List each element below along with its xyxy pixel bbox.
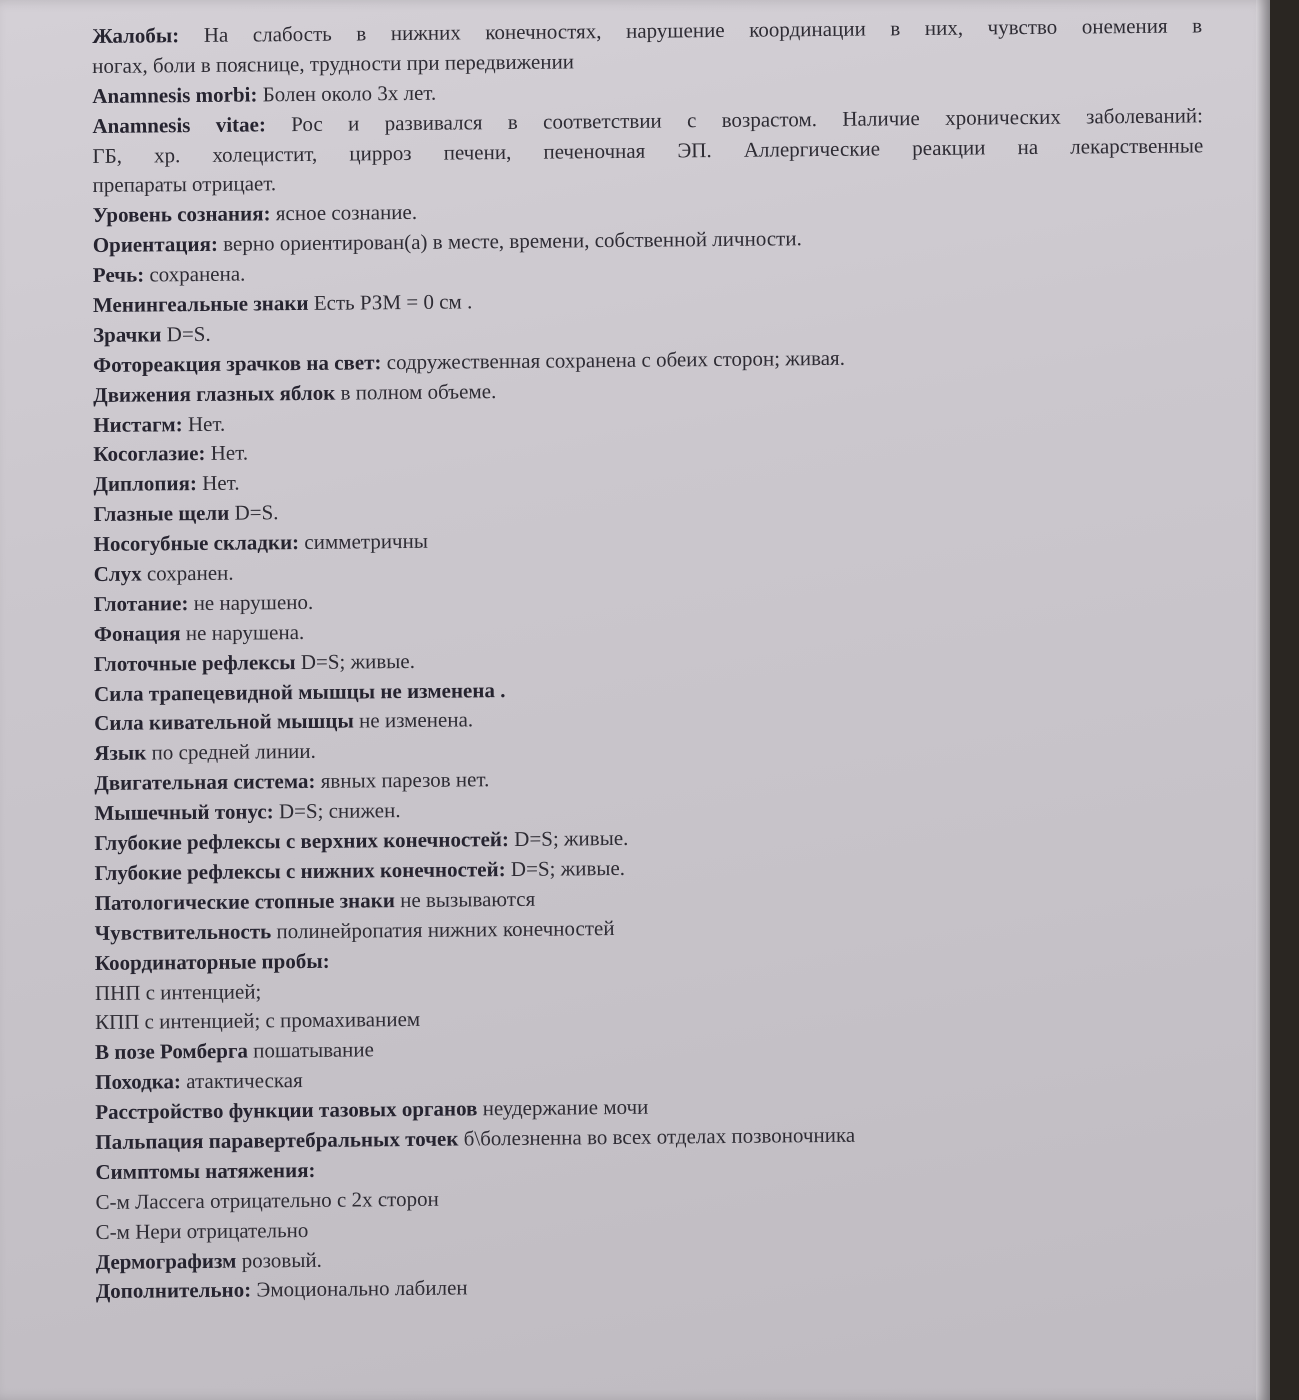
field-value: D=S; живые.	[505, 855, 626, 882]
field-label: Глазные щели	[93, 500, 230, 527]
field-label: Глоточные рефлексы	[93, 649, 296, 676]
field-label: В позе Ромберга	[94, 1038, 249, 1065]
field-value: явных парезов нет.	[315, 767, 490, 794]
field-label: Уровень сознания:	[92, 201, 271, 228]
field-value: КПП с интенцией; с промахиванием	[94, 1007, 421, 1035]
field-value: симметричны	[298, 528, 429, 555]
field-value: С-м Лассега отрицательно с 2х сторон	[95, 1186, 439, 1214]
field-value: сохранена.	[144, 261, 246, 287]
field-label: Фотореакция зрачков на свет:	[92, 350, 382, 377]
field-value: D=S; живые.	[295, 648, 416, 674]
field-label: Anamnesis morbi:	[92, 82, 258, 108]
field-label: Речь:	[92, 262, 145, 288]
field-label: Менингеальные знаки	[92, 290, 309, 318]
medical-exam-text	[92, 11, 1214, 1307]
field-label: Походка:	[95, 1069, 182, 1095]
field-value: Нет.	[205, 440, 249, 466]
field-value: розовый.	[236, 1247, 322, 1273]
field-label: Anamnesis vitae:	[92, 112, 267, 138]
field-value: ПНП с интенцией;	[94, 978, 262, 1005]
field-label: Зрачки	[92, 322, 162, 347]
field-label: Носогубные складки:	[93, 530, 300, 557]
field-label: Фонация	[93, 620, 181, 646]
field-label: Движения глазных яблок	[93, 380, 336, 407]
field-value: Болен около 3х лет.	[257, 80, 437, 107]
field-label: Глубокие рефлексы с верхних конечностей:	[94, 827, 510, 856]
field-label: Чувствительность	[94, 919, 272, 945]
field-label: Слух	[93, 561, 142, 587]
field-label: Нистагм:	[93, 411, 183, 437]
field-label: Расстройство функции тазовых органов	[95, 1096, 478, 1125]
field-value: ГБ, хр. холецистит, цирроз печени, печеночная ЭП. Аллергические реакции на лекарственные	[92, 132, 1204, 168]
field-value: Нет.	[196, 470, 240, 496]
field-value: не нарушено.	[188, 589, 314, 616]
field-value: D=S.	[161, 321, 211, 347]
field-value: в полном объеме.	[335, 378, 497, 405]
field-label: Мышечный тонус:	[94, 799, 274, 826]
field-value: б\болезненна во всех отделах позвоночника	[458, 1122, 856, 1151]
field-label: Глубокие рефлексы с нижних конечностей:	[94, 857, 506, 885]
field-value: Рос и развивался в соответствии с возрастом. Наличие хронических заболеваний:	[265, 103, 1204, 137]
field-label: Дермографизм	[95, 1248, 237, 1274]
field-value: верно ориентирован(а) в месте, времени, собственной личности.	[217, 226, 802, 257]
field-label: Глотание:	[93, 591, 189, 616]
field-value: D=S; живые.	[508, 825, 629, 852]
field-value: сохранен.	[141, 560, 234, 586]
field-value: Нет.	[182, 411, 226, 436]
field-value: На слабость в нижних конечностях, нарушение координации в них, чувство онемения в	[179, 13, 1203, 48]
field-label: Жалобы:	[92, 23, 180, 48]
field-value: неудержание мочи	[477, 1094, 649, 1121]
field-label: Сила кивательной мышцы	[94, 709, 354, 736]
field-value: Есть РЗМ = 0 см .	[308, 289, 473, 315]
field-label: Координаторные пробы:	[94, 948, 330, 975]
field-value: ясное сознание.	[270, 200, 418, 226]
field-label: Двигательная система:	[94, 769, 316, 796]
field-label: Пальпация паравертебральных точек	[95, 1126, 459, 1154]
field-label: Патологические стопные знаки	[94, 887, 396, 915]
field-label: Ориентация:	[92, 232, 219, 258]
field-label: Диплопия:	[93, 471, 198, 497]
field-value: по средней линии.	[146, 739, 316, 765]
field-value: D=S.	[229, 500, 279, 525]
field-value: не нарушена.	[180, 619, 305, 645]
field-value: полинейропатия нижних конечностей	[271, 915, 615, 944]
field-label: Симптомы натяжения:	[95, 1157, 316, 1184]
field-value: не вызываются	[394, 886, 536, 912]
field-value: D=S; снижен.	[273, 798, 401, 824]
field-label: Дополнительно:	[95, 1277, 252, 1304]
field-value: Эмоционально лабилен	[251, 1275, 468, 1302]
field-value: атактическая	[180, 1068, 303, 1094]
field-value: препараты отрицает.	[92, 171, 277, 198]
field-label: Косоглазие:	[93, 441, 206, 467]
field-value: С-м Нери отрицательно	[95, 1217, 309, 1244]
field-label: Язык	[94, 740, 147, 766]
field-value: ногах, боли в пояснице, трудности при передвижении	[92, 49, 575, 78]
field-value: не изменена.	[353, 707, 474, 734]
field-value: пошатывание	[247, 1037, 375, 1063]
field-value: содружественная сохранена с обеих сторон; живая.	[381, 345, 845, 375]
field-label: Сила трапецевидной мышцы не изменена .	[93, 677, 506, 706]
